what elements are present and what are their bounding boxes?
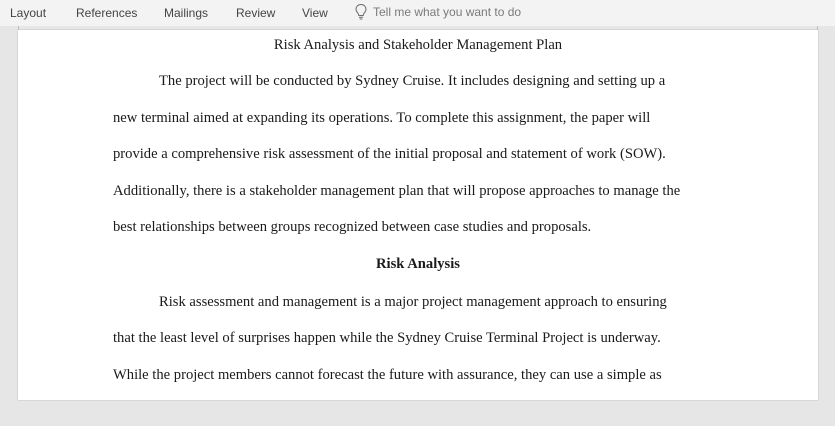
tab-references[interactable]: References xyxy=(76,6,138,20)
document-workspace xyxy=(0,26,835,426)
tab-mailings[interactable]: Mailings xyxy=(164,6,209,20)
document-title: Risk Analysis and Stakeholder Management Plan xyxy=(273,37,563,53)
tab-view[interactable]: View xyxy=(302,6,328,20)
tab-layout[interactable]: Layout xyxy=(10,6,47,20)
paragraph-line: provide a comprehensive risk assessment of the initial proposal and statement of work (SOW). xyxy=(113,146,666,162)
tell-me-placeholder[interactable]: Tell me what you want to do xyxy=(373,5,522,19)
document-page[interactable] xyxy=(18,30,818,400)
tab-review[interactable]: Review xyxy=(236,6,276,20)
paragraph-line: best relationships between groups recognized between case studies and proposals. xyxy=(113,219,592,235)
section-heading: Risk Analysis xyxy=(376,256,460,272)
tell-me-search[interactable] xyxy=(354,3,521,21)
ribbon xyxy=(0,0,835,26)
paragraph-line: While the project members cannot forecast the future with assurance, they can use a simple as xyxy=(113,367,662,383)
paragraph-line: Risk assessment and management is a major project management approach to ensuring xyxy=(159,294,667,310)
paragraph-line: new terminal aimed at expanding its operations. To complete this assignment, the paper will xyxy=(113,110,651,126)
lightbulb-icon xyxy=(354,3,368,21)
paragraph-line: Additionally, there is a stakeholder management plan that will propose approaches to manage the xyxy=(113,183,681,199)
paragraph-line: that the least level of surprises happen while the Sydney Cruise Terminal Project is underway. xyxy=(113,330,661,346)
paragraph-line: The project will be conducted by Sydney Cruise. It includes designing and setting up a xyxy=(159,73,666,89)
